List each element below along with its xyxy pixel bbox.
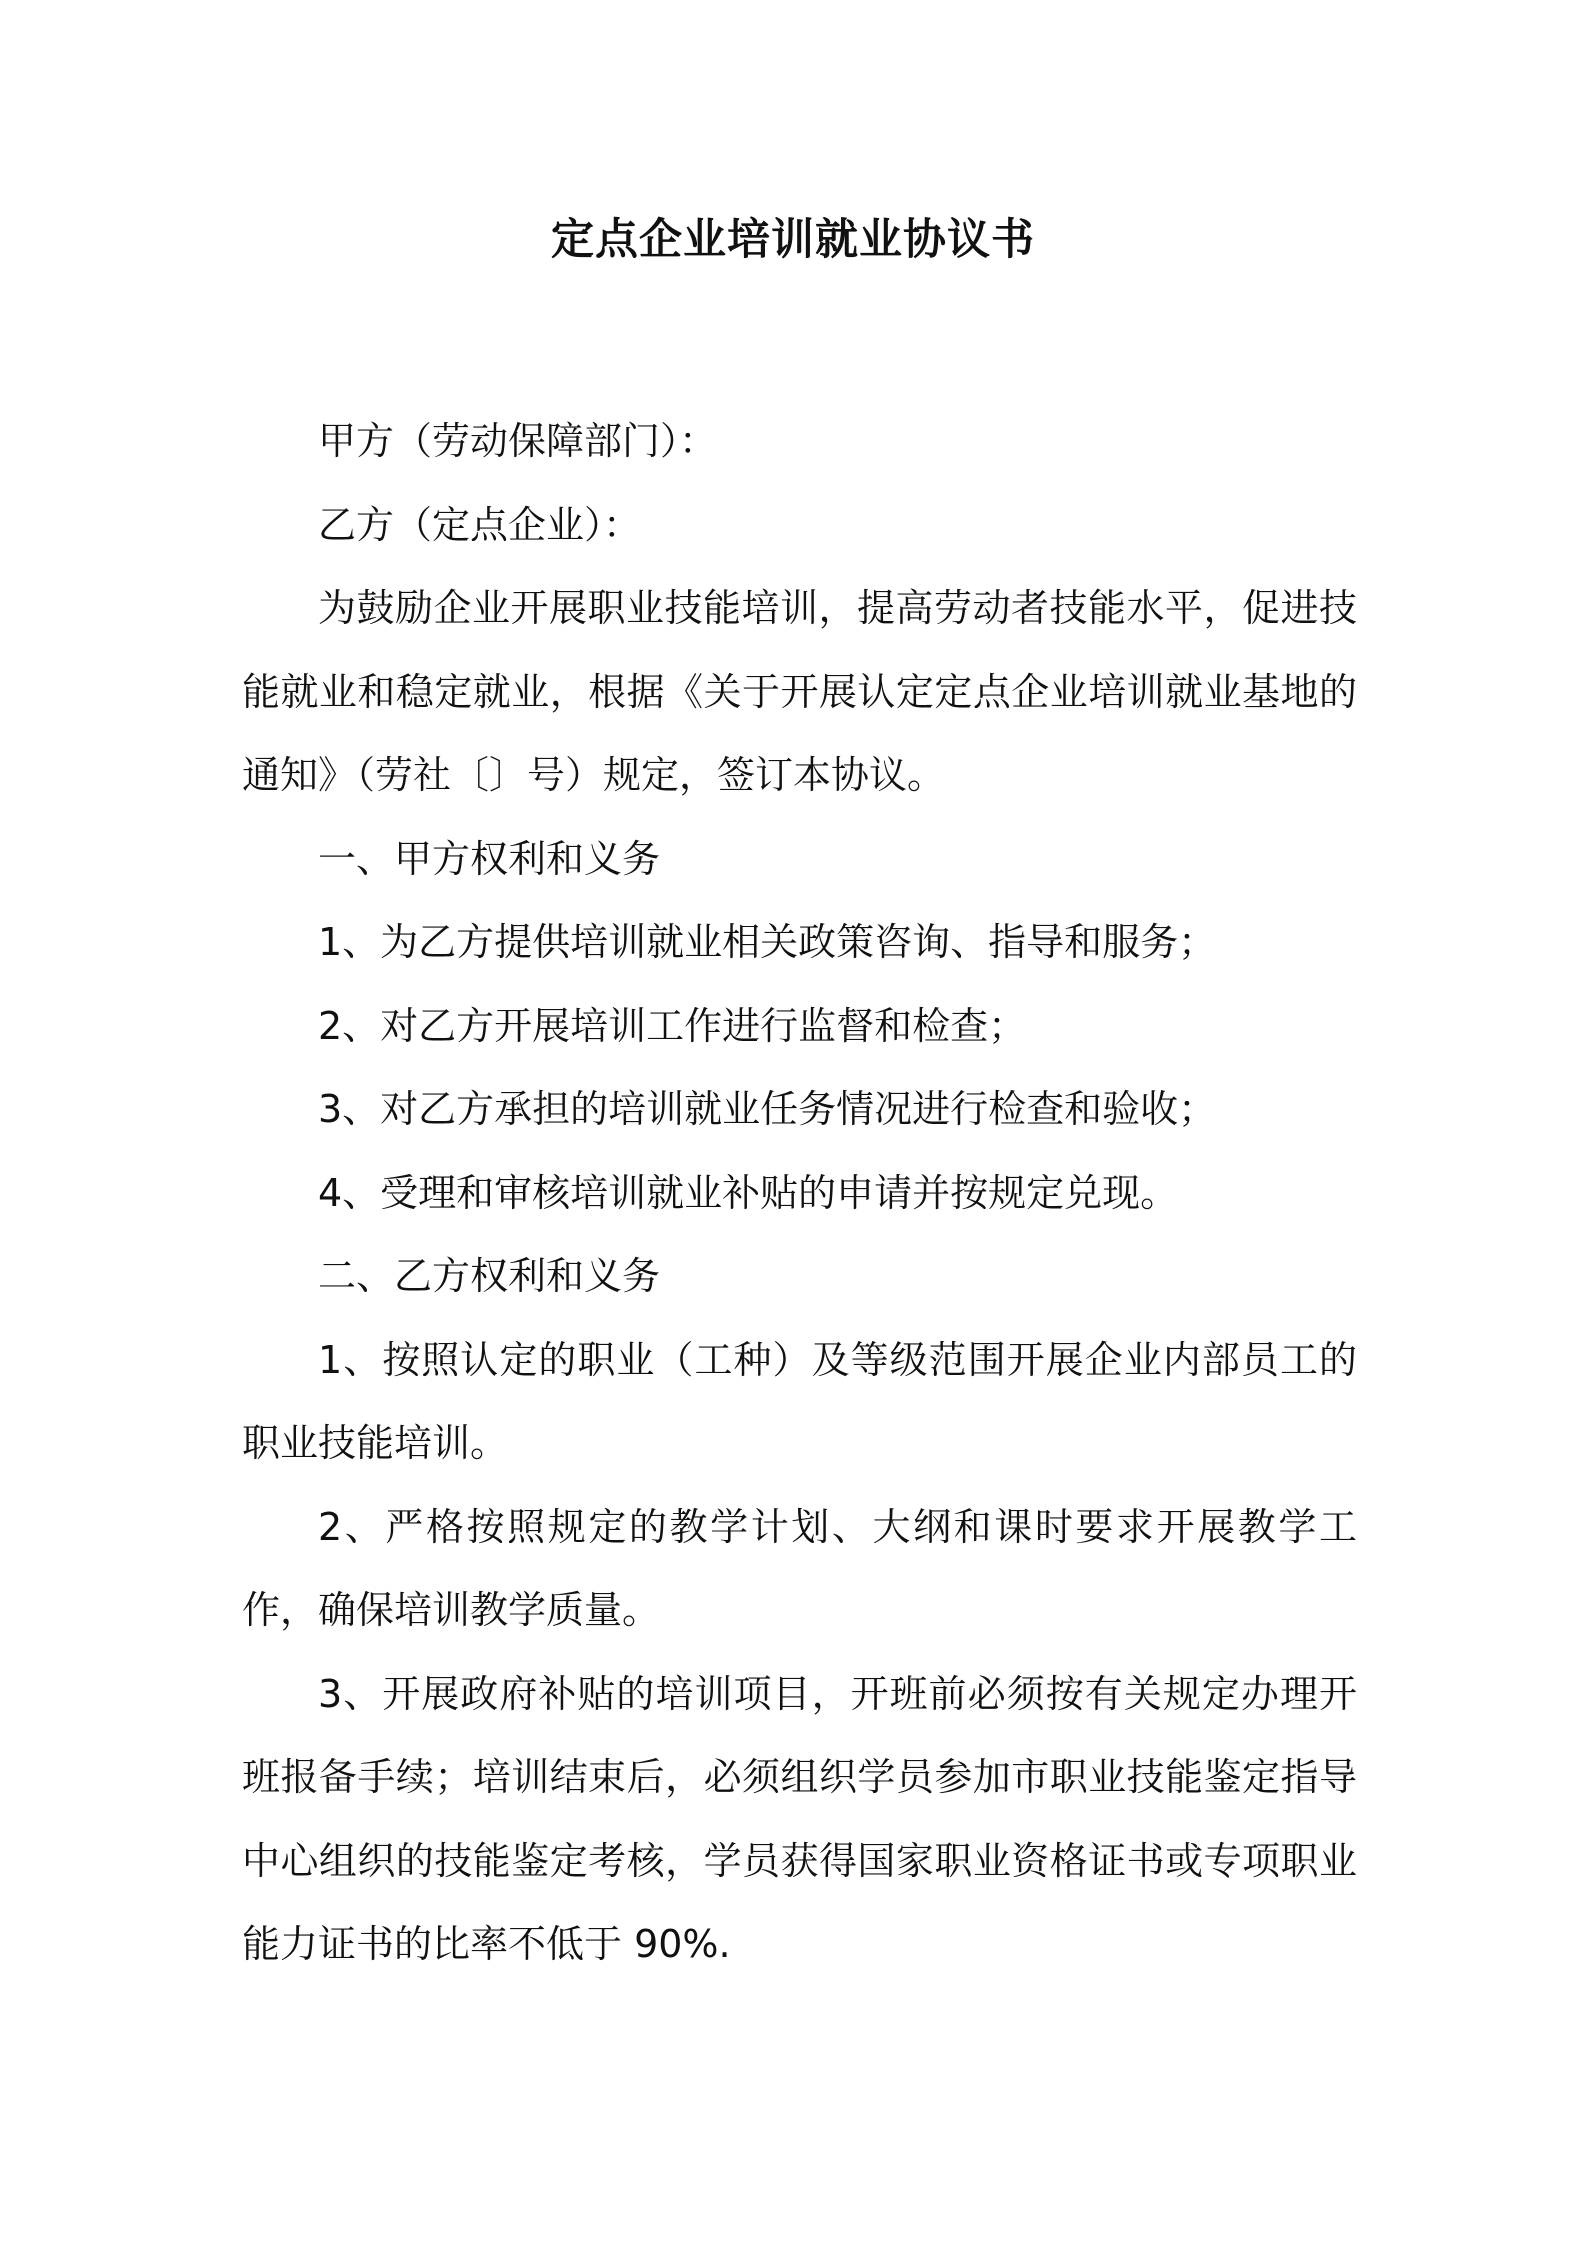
party-a-clause-2: 2、对乙方开展培训工作进行监督和检查； [318,1003,1027,1048]
party-b-clause-2: 2、严格按照规定的教学计划、大纲和课时要求开展教学工作，确保培训教学质量。 [242,1504,1357,1632]
party-a-clause-3: 3、对乙方承担的培训就业任务情况进行检查和验收； [318,1087,1217,1131]
party-a-line: 甲方（劳动保障部门）： [318,419,718,463]
party-a-clause-4: 4、受理和审核培训就业补贴的申请并按规定兑现。 [318,1170,1179,1215]
document-body [242,400,1357,1987]
party-a-clause-1: 1、为乙方提供培训就业相关政策咨询、指导和服务； [318,920,1217,964]
party-b-clause-1: 1、按照认定的职业（工种）及等级范围开展企业内部员工的职业技能培训。 [242,1337,1357,1465]
party-b-line: 乙方（定点企业）： [318,502,642,547]
section-heading-party-a: 一、甲方权利和义务 [318,836,661,881]
document-title: 定点企业培训就业协议书 [551,215,1035,265]
section-heading-party-b: 二、乙方权利和义务 [318,1254,661,1298]
preamble-paragraph: 为鼓励企业开展职业技能培训，提高劳动者技能水平，促进技能就业和稳定就业，根据《关于开展认定定点企业培训就业基地的通知》（劳社〔〕号）规定，签订本协议。 [242,586,1357,797]
party-b-clause-3: 3、开展政府补贴的培训项目，开班前必须按有关规定办理开班报备手续；培训结束后，必须组织学员参加市职业技能鉴定指导中心组织的技能鉴定考核，学员获得国家职业资格证书或专项职业能力证书的比率不低于 90%. [242,1671,1357,1966]
